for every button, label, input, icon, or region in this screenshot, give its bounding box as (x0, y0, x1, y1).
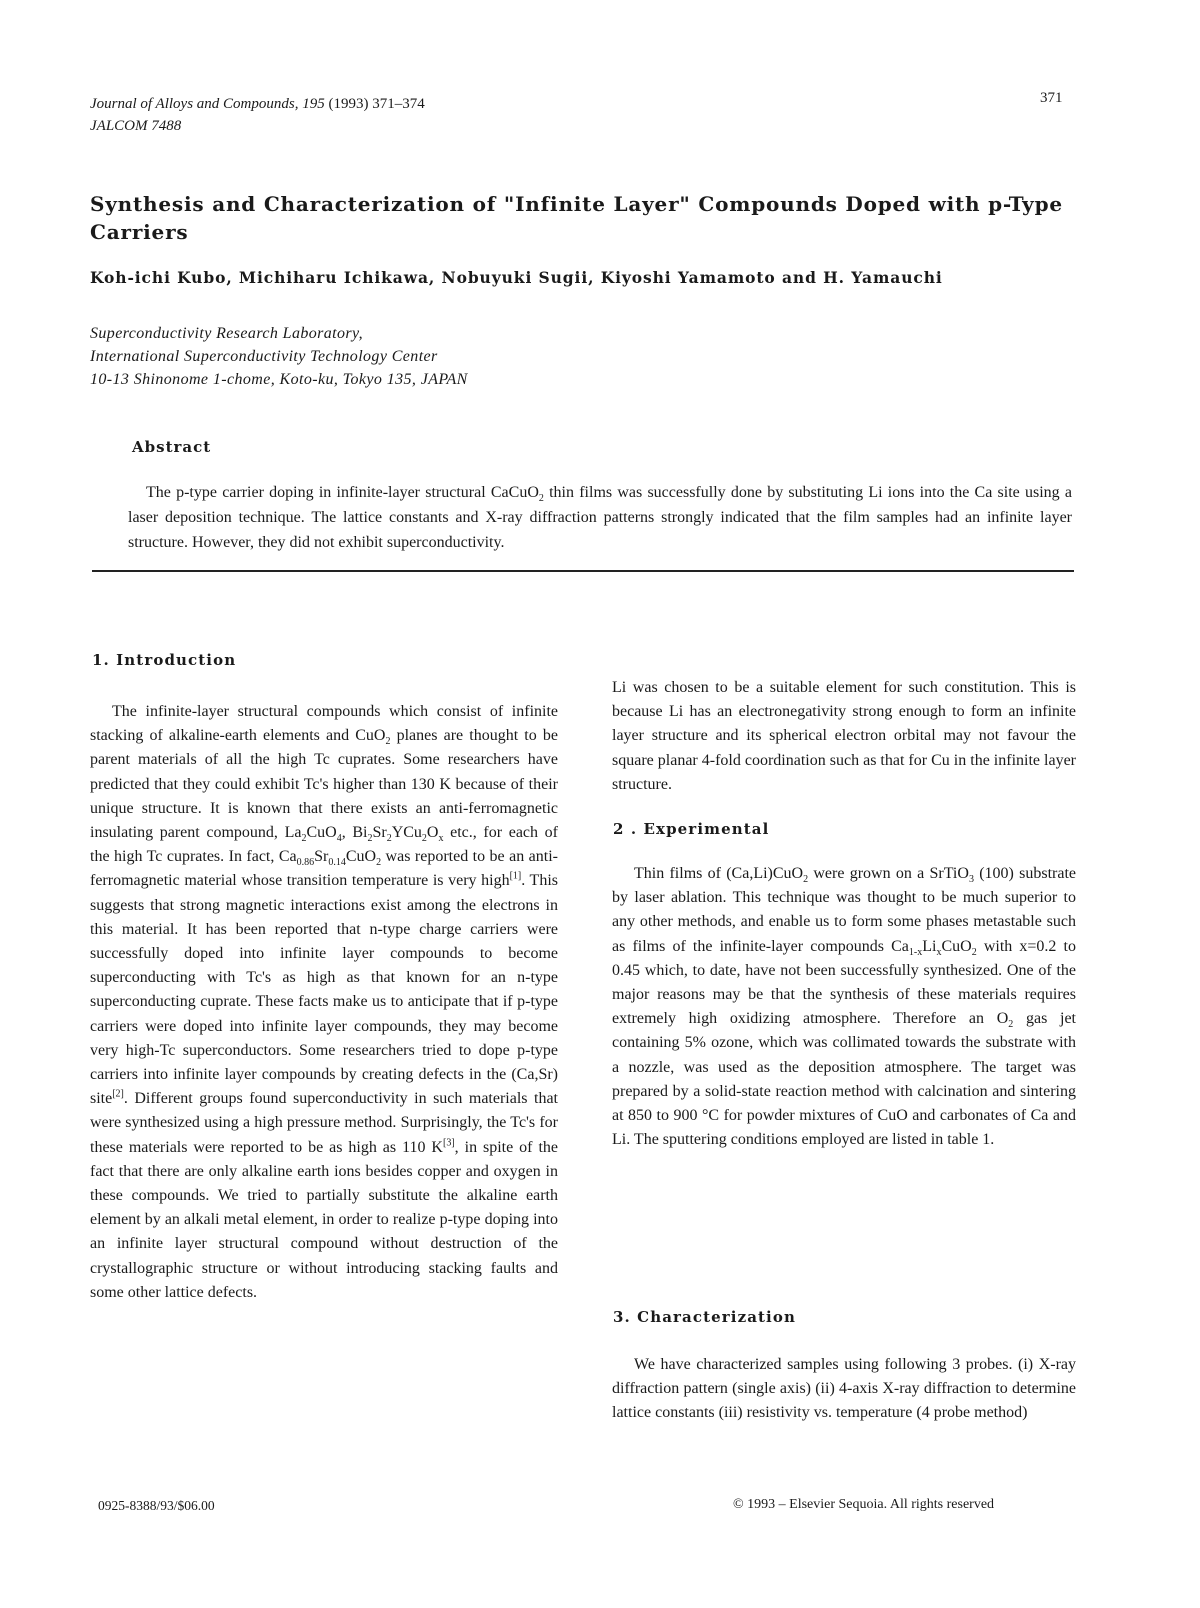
citation-ref: [3] (443, 1137, 455, 1149)
experimental-body (612, 862, 1076, 1152)
abstract-text (128, 480, 1072, 555)
section-heading-characterization: 3. Characterization (613, 1308, 796, 1326)
text-run: . This suggests that strong magnetic interactions exist among the electrons in this material. It has been reported that n-type charge carriers were successfully doped into infinite layer compounds to become superconducting with Tc's as high as that known for an n-type superconducting cuprate. These facts make us to anticipate that if p-type carriers were doped into infinite layer compounds, they may become very high-Tc superconductors. Some researchers tried to dope p-type carriers into infinite layer compounds by creating defects in the (Ca,Sr) site (90, 872, 559, 1108)
subscript: 2 (385, 736, 391, 748)
journal-name: Journal of Alloys and Compounds, (90, 96, 299, 112)
text-run: . Different groups found superconductivity in such materials that were synthesized using a high pressure method. Surprisingly, the Tc's for these materials were reported to be as high as 110 K (90, 1090, 558, 1156)
text-run: with x=0.2 to 0.45 which, to date, have not been successfully synthesized. One of the major reasons may be that the synthesis of these materials requires extremely high oxidizing atmosphere. Therefore an O (612, 937, 1076, 1028)
subscript: 2 (971, 946, 977, 958)
affiliation-line: Superconductivity Research Laboratory, (90, 325, 364, 342)
text-run: (100) substrate by laser ablation. This technique was thought to be much superior to any other methods, and enable us to form some phases metastable such as films of the infinite-layer compounds Ca (612, 865, 1076, 955)
text-run: CuO (941, 937, 972, 955)
subscript: 0.86 (296, 857, 315, 869)
journal-year-pages: (1993) 371–374 (328, 96, 425, 112)
text-run: YCu (391, 824, 422, 842)
page-number: 371 (1040, 90, 1063, 106)
abstract-text-part: The p-type carrier doping in infinite-layer structural CaCuO (146, 484, 539, 501)
paragraph (612, 862, 1076, 1152)
text-run: , Bi (341, 824, 368, 842)
subscript: 2 (301, 833, 307, 845)
subscript: 2 (421, 833, 427, 845)
text-run: CuO (306, 824, 337, 842)
subscript: 3 (968, 874, 974, 886)
characterization-body (612, 1353, 1076, 1426)
text-run: etc., for each of the high Tc cuprates. In fact, Ca (90, 824, 558, 866)
affiliation-line: 10-13 Shinonome 1-chome, Koto-ku, Tokyo 135, JAPAN (90, 371, 468, 388)
journal-citation (90, 93, 425, 137)
footer-copyright: © 1993 – Elsevier Sequoia. All rights reserved (733, 1497, 995, 1512)
paragraph (90, 700, 558, 1305)
text-run: CuO (345, 848, 377, 866)
citation-ref: [2] (112, 1088, 124, 1100)
text-run: were grown on a SrTiO (808, 865, 969, 882)
text-run: , in spite of the fact that there are only alkaline earth ions besides copper and oxygen in these compounds. We tried to partially substitute the alkaline earth element by an alkali metal element, in order to realize p-type doping into an infinite layer structural compound without destruction of the crystallographic structure or without introducing stacking faults and some other lattice defects. (90, 1138, 559, 1301)
affiliation (90, 322, 468, 391)
subscript: 2 (803, 874, 809, 886)
subscript: 2 (386, 833, 392, 845)
text-run: O (426, 824, 439, 842)
abstract-heading: Abstract (132, 438, 212, 456)
text-run: Sr (314, 848, 329, 866)
abstract-text-part: thin films was successfully done by substituting Li ions into the Ca site using a laser deposition technique. The lattice constants and X-ray diffraction patterns strongly indicated that the film samples had an infinite layer structure. However, they did not exhibit superconductivity. (128, 484, 1072, 551)
introduction-continued (612, 676, 1076, 797)
text-run: Thin films of (Ca,Li)CuO (634, 865, 804, 882)
text-run: was reported to be an anti-ferromagnetic material whose transition temperature is very high (90, 848, 558, 890)
affiliation-line: International Superconductivity Technology Center (90, 348, 438, 365)
journal-reference (90, 93, 425, 115)
text-run: The infinite-layer structural compounds which consist of infinite stacking of alkaline-earth elements and CuO (90, 703, 558, 745)
subscript: 0.14 (328, 857, 346, 869)
subscript: 2 (376, 857, 382, 869)
subscript: 4 (336, 833, 342, 845)
author-list: Koh-ichi Kubo, Michiharu Ichikawa, Nobuyuki Sugii, Kiyoshi Yamamoto and H. Yamauchi (90, 268, 943, 287)
text-run: planes are thought to be parent materials of all the high Tc cuprates. Some researchers have predicted that they could exhibit Tc's higher than 130 K because of their unique structure. It is known that there exists an anti-ferromagnetic insulating parent compound, La (90, 727, 558, 842)
subscript: x (438, 833, 444, 845)
text-run: Li (922, 937, 937, 955)
subscript: 2 (538, 493, 544, 505)
citation-ref: [1] (509, 871, 522, 883)
subscript: 1-x (908, 946, 923, 958)
text-run: Sr (372, 824, 387, 842)
text-run: gas jet containing 5% ozone, which was collimated towards the substrate with a nozzle, was used as the deposition atmosphere. The target was prepared by a solid-state reaction method with calcination and sintering at 850 to 900 °C for powder mixtures of CuO and carbonates of Ca and Li. The sputtering conditions employed are listed in table 1. (612, 1010, 1076, 1149)
paragraph: Li was chosen to be a suitable element for such constitution. This is because Li has an electronegativity strong enough to form an infinite layer structure and its spherical electron orbital may not favour the square planar 4-fold coordination such as that for Cu in the infinite layer structure. (612, 679, 1076, 793)
footer-issn-code: 0925-8388/93/$06.00 (98, 1498, 215, 1513)
section-heading-experimental: 2 . Experimental (613, 820, 770, 838)
introduction-body (90, 700, 558, 1305)
subscript: x (936, 946, 942, 958)
section-heading-introduction: 1. Introduction (92, 651, 237, 669)
journal-code: JALCOM 7488 (90, 118, 182, 134)
journal-volume: 195 (302, 96, 325, 112)
subscript: 2 (1008, 1019, 1014, 1031)
subscript: 2 (367, 833, 373, 845)
paper-title: Synthesis and Characterization of "Infinite Layer" Compounds Doped with p-Type Carriers (90, 192, 1063, 244)
abstract-divider (92, 570, 1074, 572)
paragraph: We have characterized samples using following 3 probes. (i) X-ray diffraction pattern (single axis) (ii) 4-axis X-ray diffraction to determine lattice constants (iii) resistivity vs. temperature (4 probe method) (612, 1356, 1076, 1422)
